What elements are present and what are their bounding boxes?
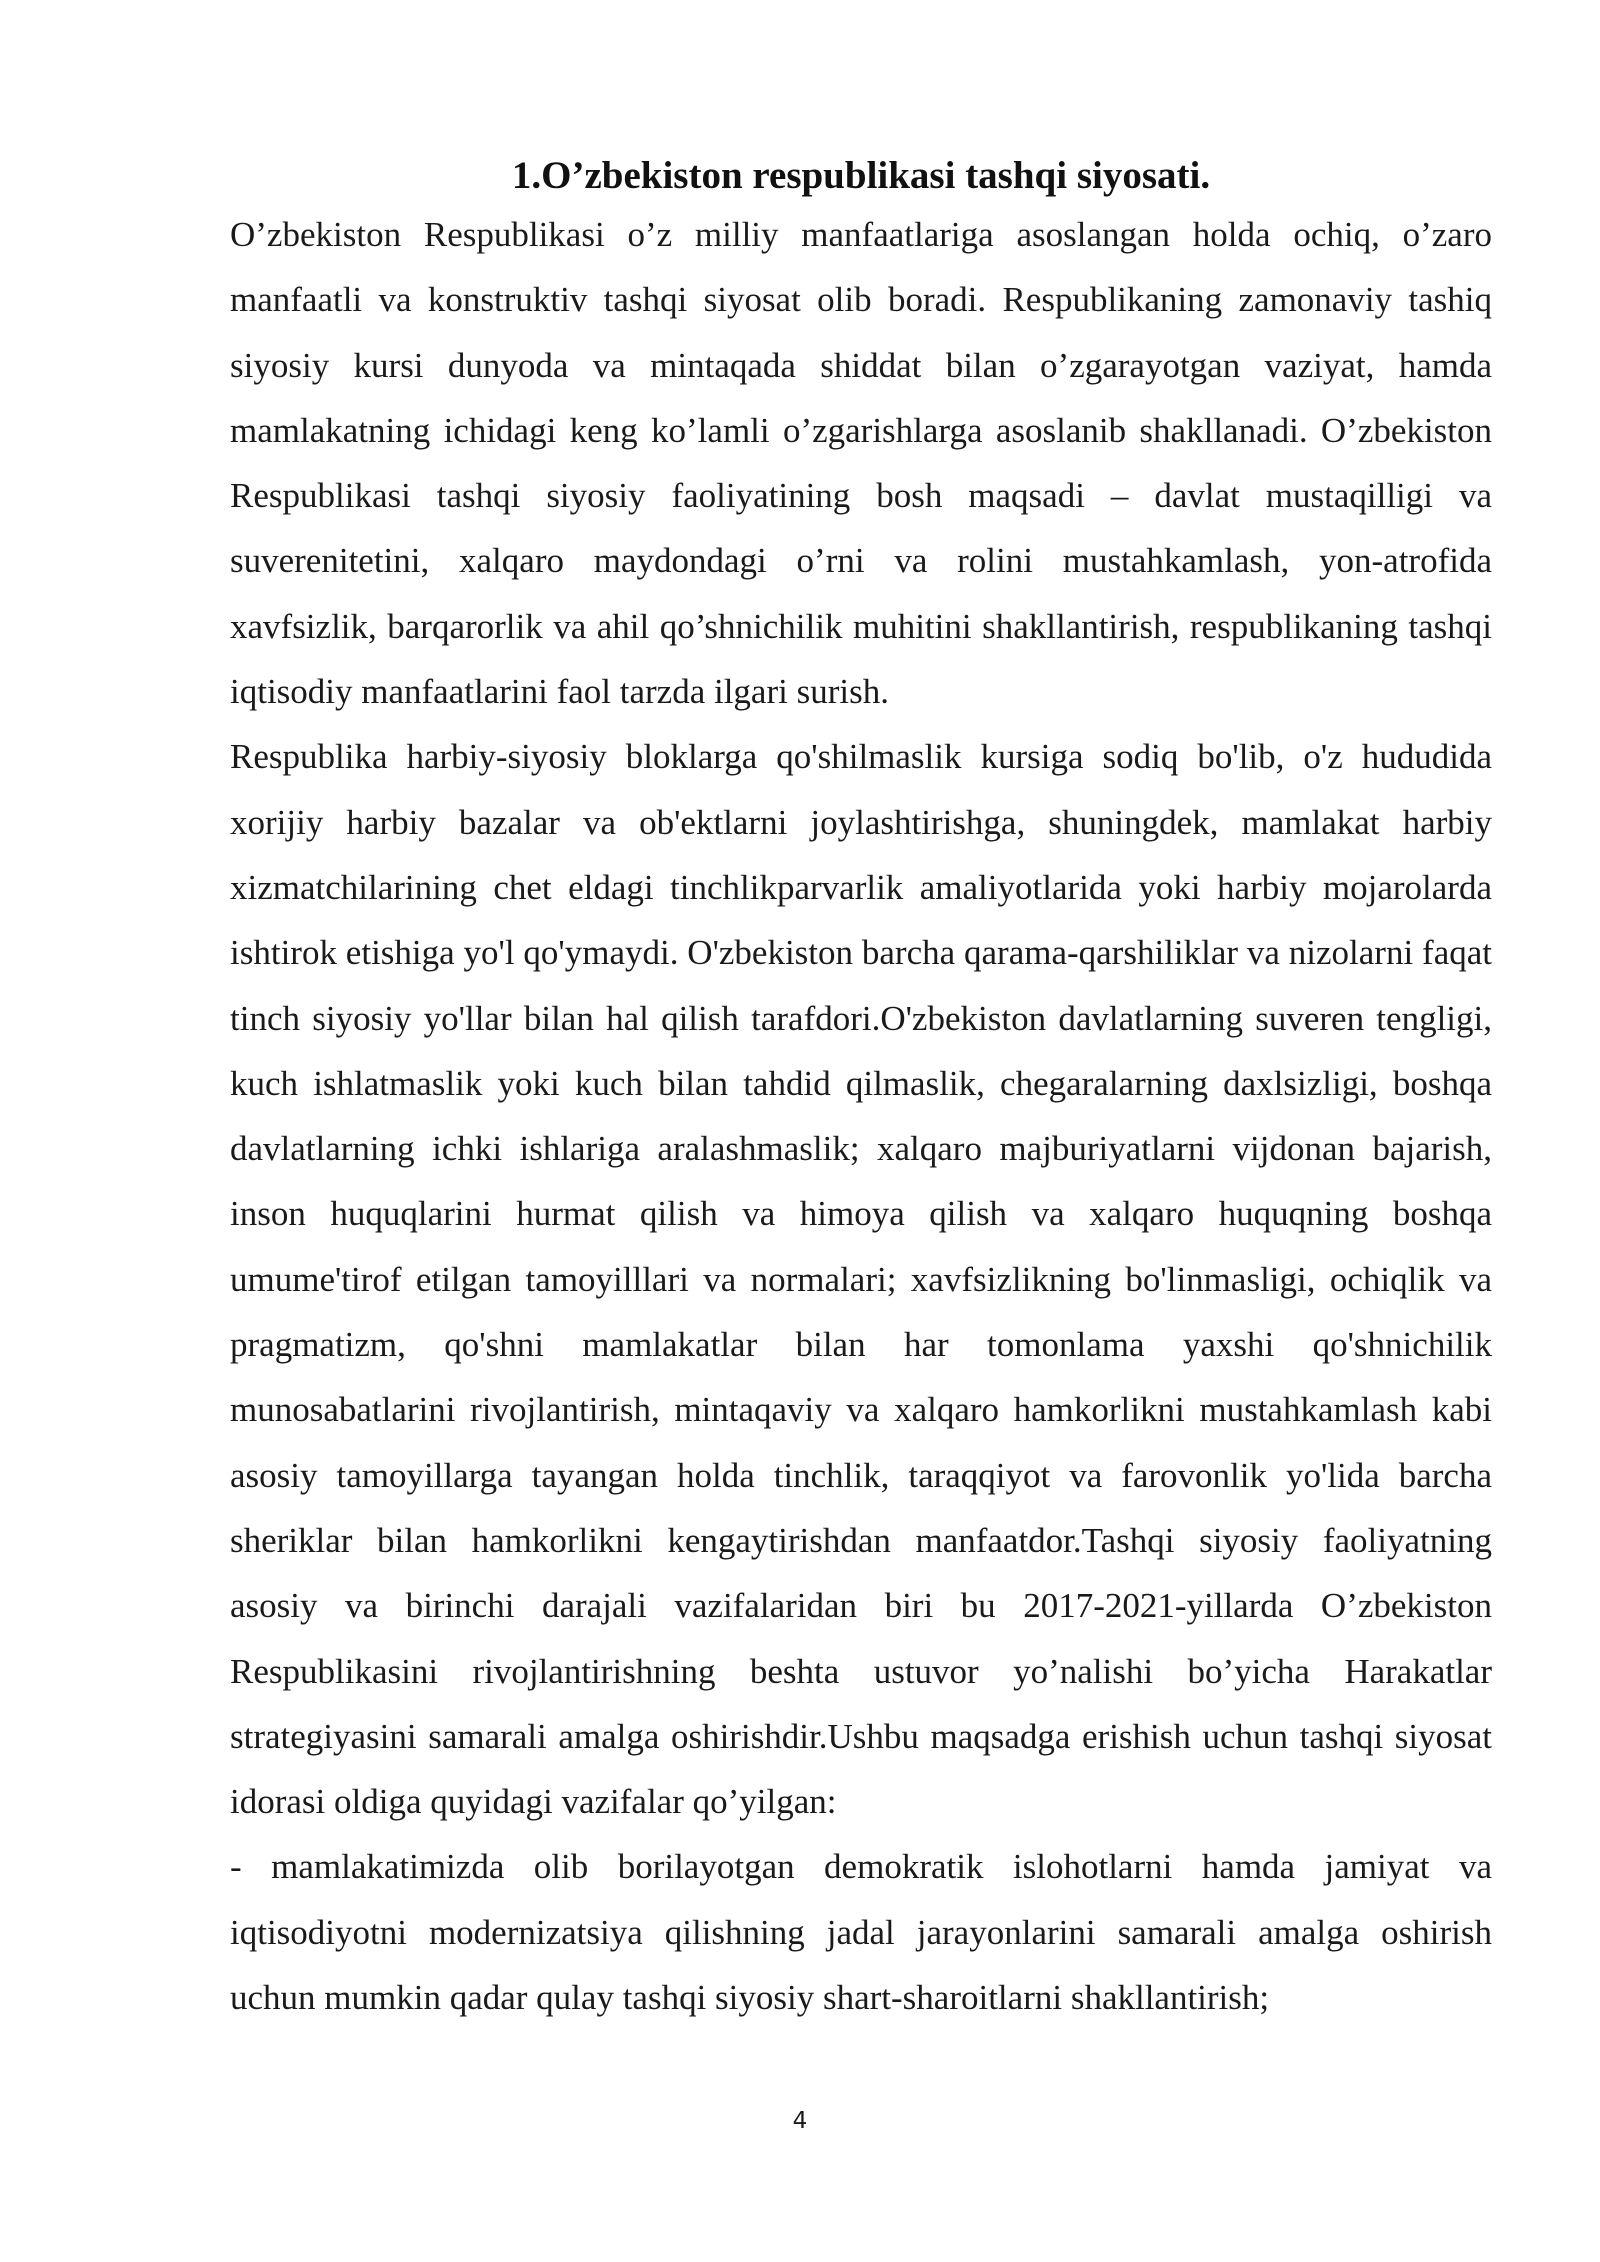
document-title: 1.O’zbekiston respublikasi tashqi siyosati. [511, 154, 1211, 197]
paragraph-principles-and-tasks: Respublika harbiy-siyosiy bloklarga qo'shilmaslik kursiga sodiq bo'lib, o'z hududida xorijiy harbiy bazalar va ob'ektlarni joylashtirishga, shuningdek, mamlakat harbiy xizmatchilarining chet eldagi tinchlikparvarlik amaliyotlarida yoki harbiy mojarolarda ishtirok etishiga yo'l qo'ymaydi. O'zbekiston barcha qarama-qarshiliklar va nizolarni faqat tinch siyosiy yo'llar bilan hal qilish tarafdori.O'zbekiston davlatlarning suveren tengligi, kuch ishlatmaslik yoki kuch bilan tahdid qilmaslik, chegaralarning daxlsizligi, boshqa davlatlarning ichki ishlariga aralashmaslik; xalqaro majburiyatlarni vijdonan bajarish, inson huquqlarini hurmat qilish va himoya qilish va xalqaro huquqning boshqa umume'tirof etilgan tamoyilllari va normalari; xavfsizlikning bo'linmasligi, ochiqlik va pragmatizm, qo'shni mamlakatlar bilan har tomonlama yaxshi qo'shnichilik munosabatlarini rivojlantirish, mintaqaviy va xalqaro hamkorlikni mustahkamlash kabi asosiy tamoyillarga tayangan holda tinchlik, taraqqiyot va farovonlik yo'lida barcha sheriklar bilan hamkorlikni kengaytirishdan manfaatdor.Tashqi siyosiy faoliyatning asosiy va birinchi darajali vazifalaridan biri bu 2017-2021-yillarda O’zbekiston Respublikasini rivojlantirishning beshta ustuvor yo’nalishi bo’yicha Harakatlar strategiyasini samarali amalga oshirishdir.Ushbu maqsadga erishish uchun tashqi siyosat idorasi oldiga quyidagi vazifalar qo’yilgan: [230, 737, 1492, 1822]
document-page [230, 150, 1492, 2030]
paragraph-task-list-item: - mamlakatimizda olib borilayotgan demokratik islohotlarni hamda jamiyat va iqtisodiyotni modernizatsiya qilishning jadal jarayonlarini samarali amalga oshirish uchun mumkin qadar qulay tashqi siyosiy shart-sharoitlarni shakllantirish; [230, 1847, 1492, 2018]
paragraph-foreign-policy-intro: O’zbekiston Respublikasi o’z milliy manfaatlariga asoslangan holda ochiq, o’zaro manfaatli va konstruktiv tashqi siyosat olib boradi. Respublikaning zamonaviy tashiq siyosiy kursi dunyoda va mintaqada shiddat bilan o’zgarayotgan vaziyat, hamda mamlakatning ichidagi keng ko’lamli o’zgarishlarga asoslanib shakllanadi. O’zbekiston Respublikasi tashqi siyosiy faoliyatining bosh maqsadi – davlat mustaqilligi va suverenitetini, xalqaro maydondagi o’rni va rolini mustahkamlash, yon-atrofida xavfsizlik, barqarorlik va ahil qo’shnichilik muhitini shakllantirish, respublikaning tashqi iqtisodiy manfaatlarini faol tarzda ilgari surish. [230, 215, 1492, 712]
page-number: 4 [792, 2108, 808, 2134]
